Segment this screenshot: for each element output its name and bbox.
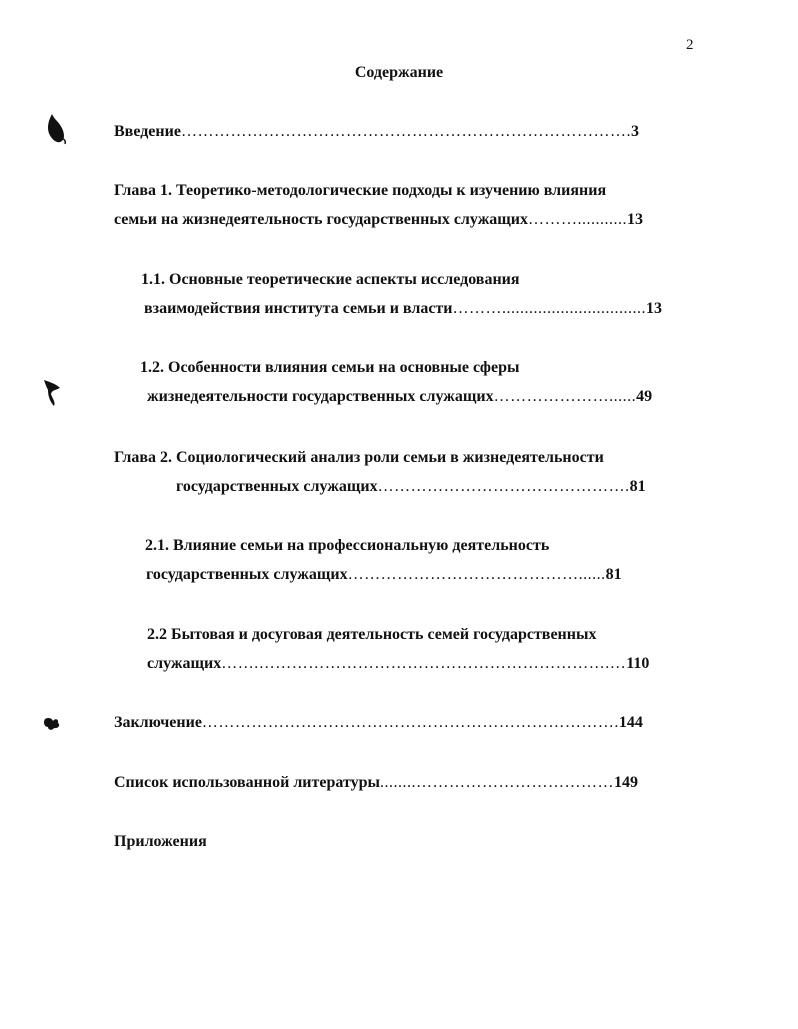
toc-entry-text: государственных служащих — [146, 566, 348, 583]
toc-leader: ………................................ — [452, 300, 647, 317]
toc-leader: …………………...... — [493, 388, 637, 405]
toc-entry-text: жизнедеятельности государственных служащих — [147, 388, 494, 405]
toc-entry-s22-line1[interactable]: 2.2 Бытовая и досуговая деятельность семей государственных — [147, 626, 597, 643]
toc-leader: ........……………………………… — [380, 774, 614, 791]
toc-entry-text: семьи на жизнедеятельность государственных служащих — [114, 211, 529, 228]
toc-page-number: 81 — [629, 478, 646, 495]
toc-entry-s11-line2[interactable] — [144, 299, 662, 319]
toc-entry-s21-line2[interactable] — [146, 565, 622, 585]
toc-page-number: 81 — [605, 566, 622, 583]
toc-entry-ch1-line1[interactable]: Глава 1. Теоретико-методологические подходы к изучению влияния — [114, 182, 607, 199]
toc-entry-s11-line1[interactable]: 1.1. Основные теоретические аспекты исследования — [141, 271, 520, 288]
toc-page-number: 3 — [630, 123, 639, 140]
toc-entry-ch2-line1[interactable]: Глава 2. Социологический анализ роли семьи в жизнедеятельности — [114, 449, 604, 466]
toc-page-number: 49 — [636, 388, 653, 405]
toc-entry-appendix[interactable]: Приложения — [114, 833, 207, 850]
toc-leader: ……………………………………...... — [347, 566, 606, 583]
ink-blot-icon — [44, 112, 70, 146]
toc-page-number: 13 — [646, 300, 663, 317]
toc-page-number: 13 — [627, 211, 644, 228]
toc-page-number: 149 — [614, 774, 638, 791]
ink-blot-icon — [42, 716, 62, 732]
toc-entry-ch1-line2[interactable] — [114, 210, 643, 230]
toc-entry-conclusion[interactable] — [114, 713, 643, 733]
toc-page-number: 110 — [626, 655, 650, 672]
toc-leader: ………………………………………. — [377, 478, 630, 495]
toc-entry-text: Введение — [114, 123, 181, 140]
page-number: 2 — [686, 37, 694, 53]
toc-entry-s22-line2[interactable] — [147, 654, 649, 674]
toc-entry-references[interactable] — [114, 773, 638, 793]
toc-leader: ………........... — [528, 211, 628, 228]
page-title: Содержание — [354, 64, 444, 81]
toc-leader: …….……………………………………………………….… — [221, 655, 627, 672]
toc-entry-intro[interactable] — [114, 122, 639, 142]
toc-entry-s21-line1[interactable]: 2.1. Влияние семьи на профессиональную деятельность — [145, 537, 550, 554]
toc-entry-s12-line2[interactable] — [147, 387, 652, 407]
toc-entry-s12-line1[interactable]: 1.2. Особенности влияния семьи на основные сферы — [140, 359, 520, 376]
toc-entry-text: служащих — [147, 655, 222, 672]
toc-leader: ………………………………………………………………………. — [180, 123, 631, 140]
ink-blot-icon — [42, 378, 64, 408]
toc-entry-ch2-line2[interactable] — [176, 477, 646, 497]
toc-entry-text: Список использованной литературы — [114, 774, 380, 791]
toc-leader: …………………………………………………………………. — [201, 714, 619, 731]
toc-entry-text: взаимодействия института семьи и власти — [144, 300, 453, 317]
toc-entry-text: государственных служащих — [176, 478, 378, 495]
toc-page-number: 144 — [618, 714, 643, 731]
toc-entry-text: Заключение — [114, 714, 202, 731]
